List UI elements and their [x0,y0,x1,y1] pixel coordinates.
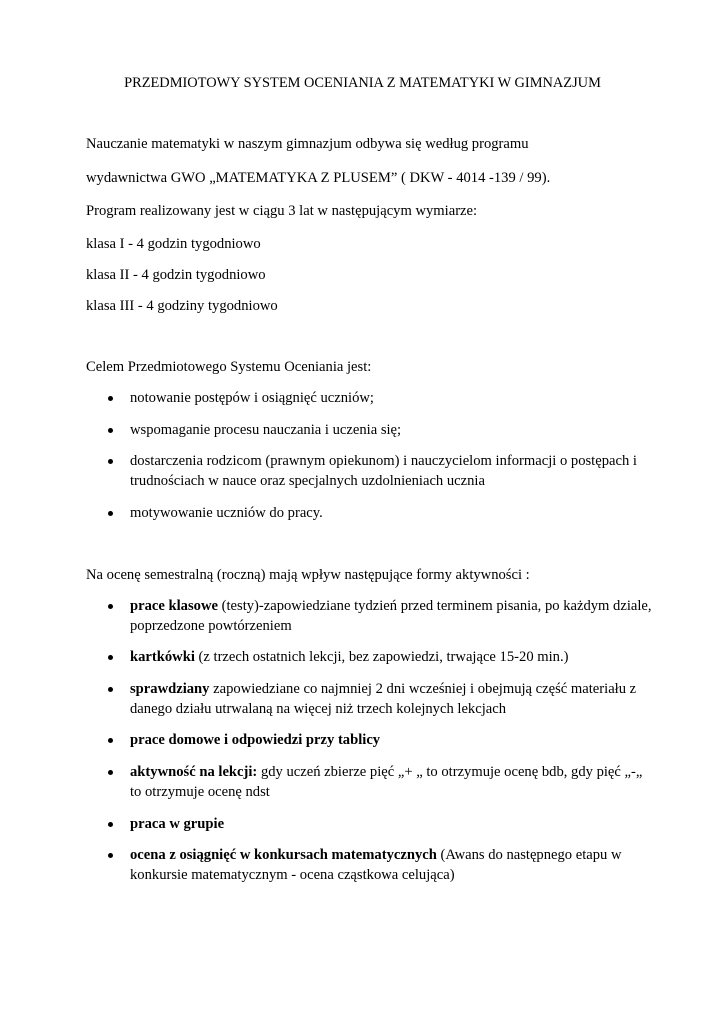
bullet-icon [108,822,113,827]
list-item [86,731,656,751]
form-description: (testy)-zapowiedziane tydzień przed terminem pisania, po każdym dziale, poprzedzone powtórzeniem [130,598,652,634]
form-name: prace domowe i odpowiedzi przy tablicy [130,732,381,749]
form-name: praca w grupie [130,815,225,832]
class-1-hours: klasa I - 4 godzin tygodniowo [86,236,261,252]
form-description: (z trzech ostatnich lekcji, bez zapowiedzi, trwające 15-20 min.) [194,649,569,666]
list-item: motywowanie uczniów do pracy. [86,504,656,524]
list-item [86,815,656,835]
class-2-hours: klasa II - 4 godzin tygodniowo [86,267,266,283]
list-item [86,680,656,719]
bullet-icon [108,770,113,775]
page-title: PRZEDMIOTOWY SYSTEM OCENIANIA Z MATEMATYKI W GIMNAZJUM [124,75,601,91]
bullet-icon [108,428,113,433]
list-item: notowanie postępów i osiągnięć uczniów; [86,389,656,409]
form-name: kartkówki [130,649,195,666]
bullet-icon [108,687,113,692]
bullet-icon [108,396,113,401]
list-item [86,846,656,885]
bullet-icon [108,604,113,609]
goals-list [86,389,656,523]
list-item: dostarczenia rodzicom (prawnym opiekunom) i nauczycielom informacji o postępach i trudnościach w nauce oraz specjalnych uzdolnieniach ucznia [86,452,656,491]
bullet-icon [108,853,113,858]
bullet-icon [108,459,113,464]
list-item [86,763,656,802]
goals-heading: Celem Przedmiotowego Systemu Oceniania jest: [86,359,372,375]
bullet-icon [108,655,113,660]
form-name: sprawdziany [130,681,210,698]
bullet-icon [108,738,113,743]
intro-line-1: Nauczanie matematyki w naszym gimnazjum odbywa się według programu [86,136,529,152]
bullet-icon [108,511,113,516]
form-description: gdy uczeń zbierze pięć „+ „ to otrzymuje ocenę bdb, gdy pięć „-„ to otrzymuje ocenę ndst [130,764,643,800]
form-description: (Awans do następnego etapu w konkursie matematycznym - ocena cząstkowa celująca) [130,847,622,883]
forms-heading: Na ocenę semestralną (roczną) mają wpływ następujące formy aktywności : [86,567,530,583]
intro-line-3: Program realizowany jest w ciągu 3 lat w następującym wymiarze: [86,203,478,219]
list-item: wspomaganie procesu nauczania i uczenia się; [86,421,656,441]
forms-list [86,597,656,886]
intro-line-2: wydawnictwa GWO „MATEMATYKA Z PLUSEM” ( DKW - 4014 -139 / 99). [86,170,551,186]
form-name: ocena z osiągnięć w konkursach matematycznych [130,847,437,864]
form-name: aktywność na lekcji: [130,764,258,781]
form-name: prace klasowe [130,598,218,614]
list-item [86,597,656,636]
form-description: zapowiedziane co najmniej 2 dni wcześniej i obejmują część materiału z danego działu utrwalaną na więcej niż trzech kolejnych lekcjach [130,681,637,717]
list-item [86,648,656,668]
class-3-hours: klasa III - 4 godziny tygodniowo [86,298,278,314]
